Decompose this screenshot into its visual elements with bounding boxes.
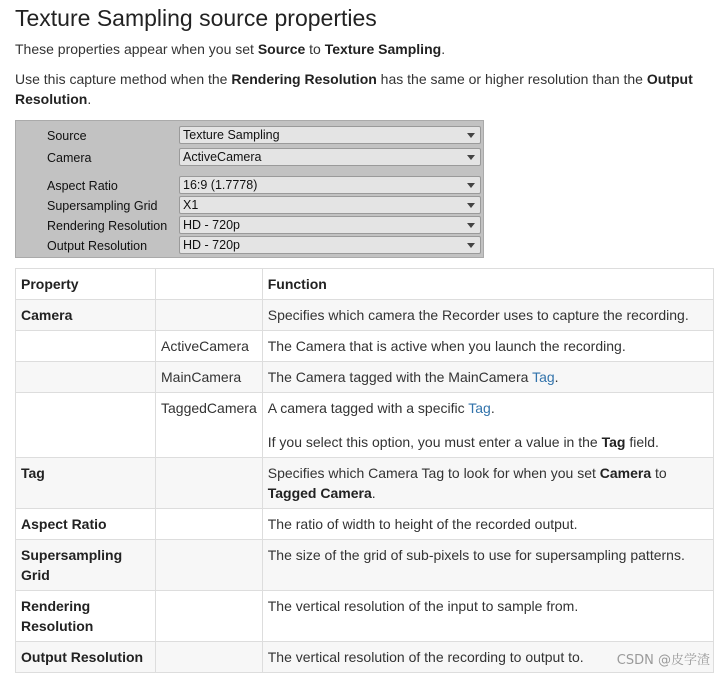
property-function [262,458,713,509]
function-bold: Camera [599,465,652,481]
function-text: If you select this option, you must enter a value in the [267,434,602,450]
inspector-label: Output Resolution [47,239,148,253]
property-function: Specifies which camera the Recorder uses to capture the recording. [262,300,713,331]
header-option [156,269,263,300]
function-text: field. [625,434,659,450]
intro-text: . [441,41,446,57]
inspector-label: Rendering Resolution [47,219,168,233]
intro-text: Use this capture method when the [15,71,232,87]
table-row [16,331,714,362]
function-text: . [490,400,495,416]
dropdown-arrow-icon [467,133,475,138]
property-function [262,393,713,458]
properties-table [15,268,714,673]
inspector-label: Supersampling Grid [47,199,158,213]
tag-link[interactable]: Tag [468,400,491,416]
intro-text: has the same or higher resolution than the [376,71,647,87]
property-option [156,300,263,331]
dropdown-arrow-icon [467,223,475,228]
property-function: The Camera that is active when you launch the recording. [262,331,713,362]
function-text: Specifies which Camera Tag to look for when you set [267,465,600,481]
intro-paragraph-2 [15,69,695,109]
property-option [156,540,263,591]
property-name [16,362,156,393]
intro-text: to [305,41,325,57]
table-row [16,540,714,591]
property-option: TaggedCamera [156,393,263,458]
intro-bold-source: Source [257,41,306,57]
inspector-row-source [16,126,483,144]
dropdown-arrow-icon [467,183,475,188]
property-name [16,393,156,458]
table-row [16,458,714,509]
property-function: The vertical resolution of the input to sample from. [262,591,713,642]
property-name: Aspect Ratio [16,509,156,540]
dropdown-arrow-icon [467,243,475,248]
intro-text: . [87,91,92,107]
function-line-2 [268,432,708,452]
dropdown-value: HD - 720p [183,238,240,252]
source-dropdown[interactable] [179,126,481,144]
property-name: Camera [16,300,156,331]
property-option [156,509,263,540]
property-function: The ratio of width to height of the recorded output. [262,509,713,540]
function-line-1 [268,398,708,418]
watermark: CSDN @皮学渣 [616,653,710,668]
inspector-label: Aspect Ratio [47,179,118,193]
rendering-resolution-dropdown[interactable] [179,216,481,234]
function-text: to [651,465,667,481]
header-function: Function [262,269,713,300]
intro-text: These properties appear when you set [15,41,258,57]
property-name: Tag [16,458,156,509]
property-option: MainCamera [156,362,263,393]
property-function [262,362,713,393]
property-option [156,591,263,642]
function-text: A camera tagged with a specific [267,400,469,416]
supersampling-grid-dropdown[interactable] [179,196,481,214]
dropdown-arrow-icon [467,155,475,160]
camera-dropdown[interactable] [179,148,481,166]
property-option [156,642,263,673]
table-row [16,591,714,642]
page-title: Texture Sampling source properties [15,5,377,31]
table-row [16,642,714,673]
tag-link[interactable]: Tag [532,369,555,385]
table-header-row [16,269,714,300]
table-row [16,509,714,540]
dropdown-arrow-icon [467,203,475,208]
dropdown-value: Texture Sampling [183,128,280,142]
table-row [16,393,714,458]
intro-bold-rendering-resolution: Rendering Resolution [231,71,377,87]
function-bold-tag: Tag [601,434,626,450]
inspector-screenshot [15,120,484,258]
inspector-row-supersampling-grid [16,196,483,214]
spacer [268,418,708,432]
dropdown-value: 16:9 (1.7778) [183,178,258,192]
function-text: The Camera tagged with the MainCamera [267,369,533,385]
table-row [16,362,714,393]
intro-bold-output-resolution: Output Resolution [15,71,693,107]
dropdown-value: X1 [183,198,199,212]
function-text: . [554,369,559,385]
property-option: ActiveCamera [156,331,263,362]
dropdown-value: ActiveCamera [183,150,262,164]
inspector-row-output-resolution [16,236,483,254]
function-text: . [371,485,376,501]
property-name: Output Resolution [16,642,156,673]
property-name: Supersampling Grid [16,540,156,591]
header-property: Property [16,269,156,300]
property-name [16,331,156,362]
property-name: Rendering Resolution [16,591,156,642]
inspector-row-camera [16,148,483,166]
inspector-row-aspect-ratio [16,176,483,194]
property-option [156,458,263,509]
function-bold: Tagged Camera [267,485,372,501]
intro-paragraph-1 [15,39,695,59]
inspector-label: Source [47,129,87,143]
inspector-label: Camera [47,151,92,165]
output-resolution-dropdown[interactable] [179,236,481,254]
property-function: The vertical resolution of the recording to output to. [262,642,713,673]
aspect-ratio-dropdown[interactable] [179,176,481,194]
property-function: The size of the grid of sub-pixels to use for supersampling patterns. [262,540,713,591]
intro-bold-texture-sampling: Texture Sampling [324,41,442,57]
dropdown-value: HD - 720p [183,218,240,232]
table-row [16,300,714,331]
inspector-row-rendering-resolution [16,216,483,234]
